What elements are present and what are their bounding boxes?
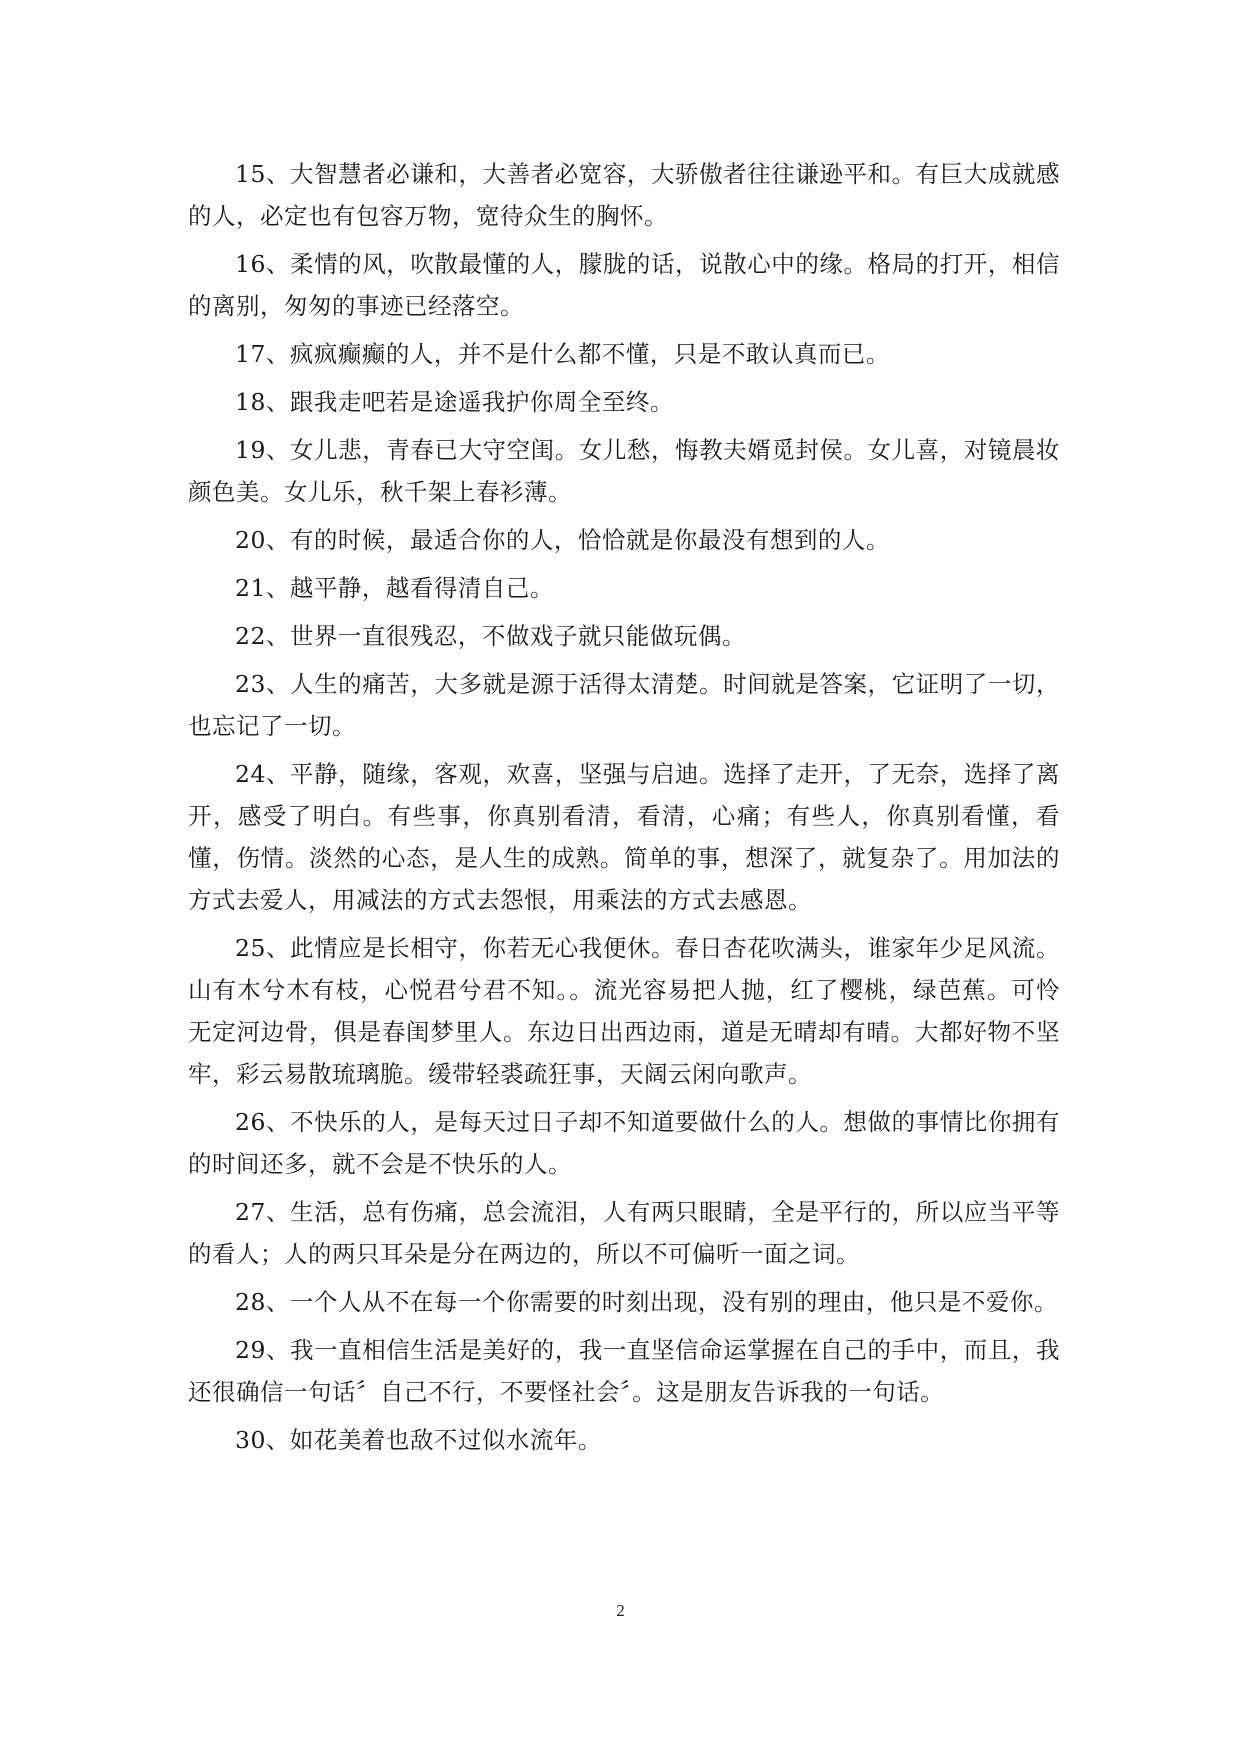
quote-paragraph: 28、一个人从不在每一个你需要的时刻出现，没有别的理由，他只是不爱你。	[235, 1288, 1058, 1316]
quote-paragraph: 23、人生的痛苦，大多就是源于活得太清楚。时间就是答案，它证明了一切，也忘记了一切。	[188, 670, 1060, 740]
quote-paragraph: 25、此情应是长相守，你若无心我便休。春日杏花吹满头，谁家年少足风流。山有木兮木有枝，心悦君兮君不知。。流光容易把人抛，红了樱桃，绿芭蕉。可怜无定河边骨，俱是春闺梦里人。东边日出西边雨，道是无晴却有晴。大都好物不坚牢，彩云易散琉璃脆。缓带轻裘疏狂事，天阔云闲向歌声。	[188, 934, 1060, 1088]
document-body	[188, 153, 1060, 1467]
quote-paragraph: 21、越平静，越看得清自己。	[235, 574, 554, 602]
page-number: 2	[616, 1601, 625, 1620]
quote-paragraph: 30、如花美着也敌不过似水流年。	[235, 1426, 602, 1454]
quote-paragraph: 19、女儿悲，青春已大守空闺。女儿愁，悔教夫婿觅封侯。女儿喜，对镜晨妆颜色美。女儿乐，秋千架上春衫薄。	[188, 436, 1060, 506]
quote-paragraph: 18、跟我走吧若是途遥我护你周全至终。	[235, 388, 674, 416]
quote-paragraph: 29、我一直相信生活是美好的，我一直坚信命运掌握在自己的手中，而且，我还很确信一句话〞自己不行，不要怪社会〞。这是朋友告诉我的一句话。	[188, 1336, 1060, 1406]
quote-paragraph: 22、世界一直很残忍，不做戏子就只能做玩偶。	[235, 622, 746, 650]
quote-paragraph: 27、生活，总有伤痛，总会流泪，人有两只眼睛，全是平行的，所以应当平等的看人；人的两只耳朵是分在两边的，所以不可偏听一面之词。	[188, 1198, 1060, 1268]
quote-paragraph: 20、有的时候，最适合你的人，恰恰就是你最没有想到的人。	[235, 526, 890, 554]
quote-paragraph: 24、平静，随缘，客观，欢喜，坚强与启迪。选择了走开，了无奈，选择了离开，感受了明白。有些事，你真别看清，看清，心痛；有些人，你真别看懂，看懂，伤情。淡然的心态，是人生的成熟。简单的事，想深了，就复杂了。用加法的方式去爱人，用减法的方式去怨恨，用乘法的方式去感恩。	[188, 760, 1060, 914]
quote-paragraph: 15、大智慧者必谦和，大善者必宽容，大骄傲者往往谦逊平和。有巨大成就感的人，必定也有包容万物，宽待众生的胸怀。	[188, 160, 1060, 230]
quote-paragraph: 17、疯疯癫癫的人，并不是什么都不懂，只是不敢认真而已。	[235, 340, 890, 368]
quote-paragraph: 16、柔情的风，吹散最懂的人，朦胧的话，说散心中的缘。格局的打开，相信的离别，匆匆的事迹已经落空。	[188, 250, 1060, 320]
quote-paragraph: 26、不快乐的人，是每天过日子却不知道要做什么的人。想做的事情比你拥有的时间还多，就不会是不快乐的人。	[188, 1108, 1060, 1178]
